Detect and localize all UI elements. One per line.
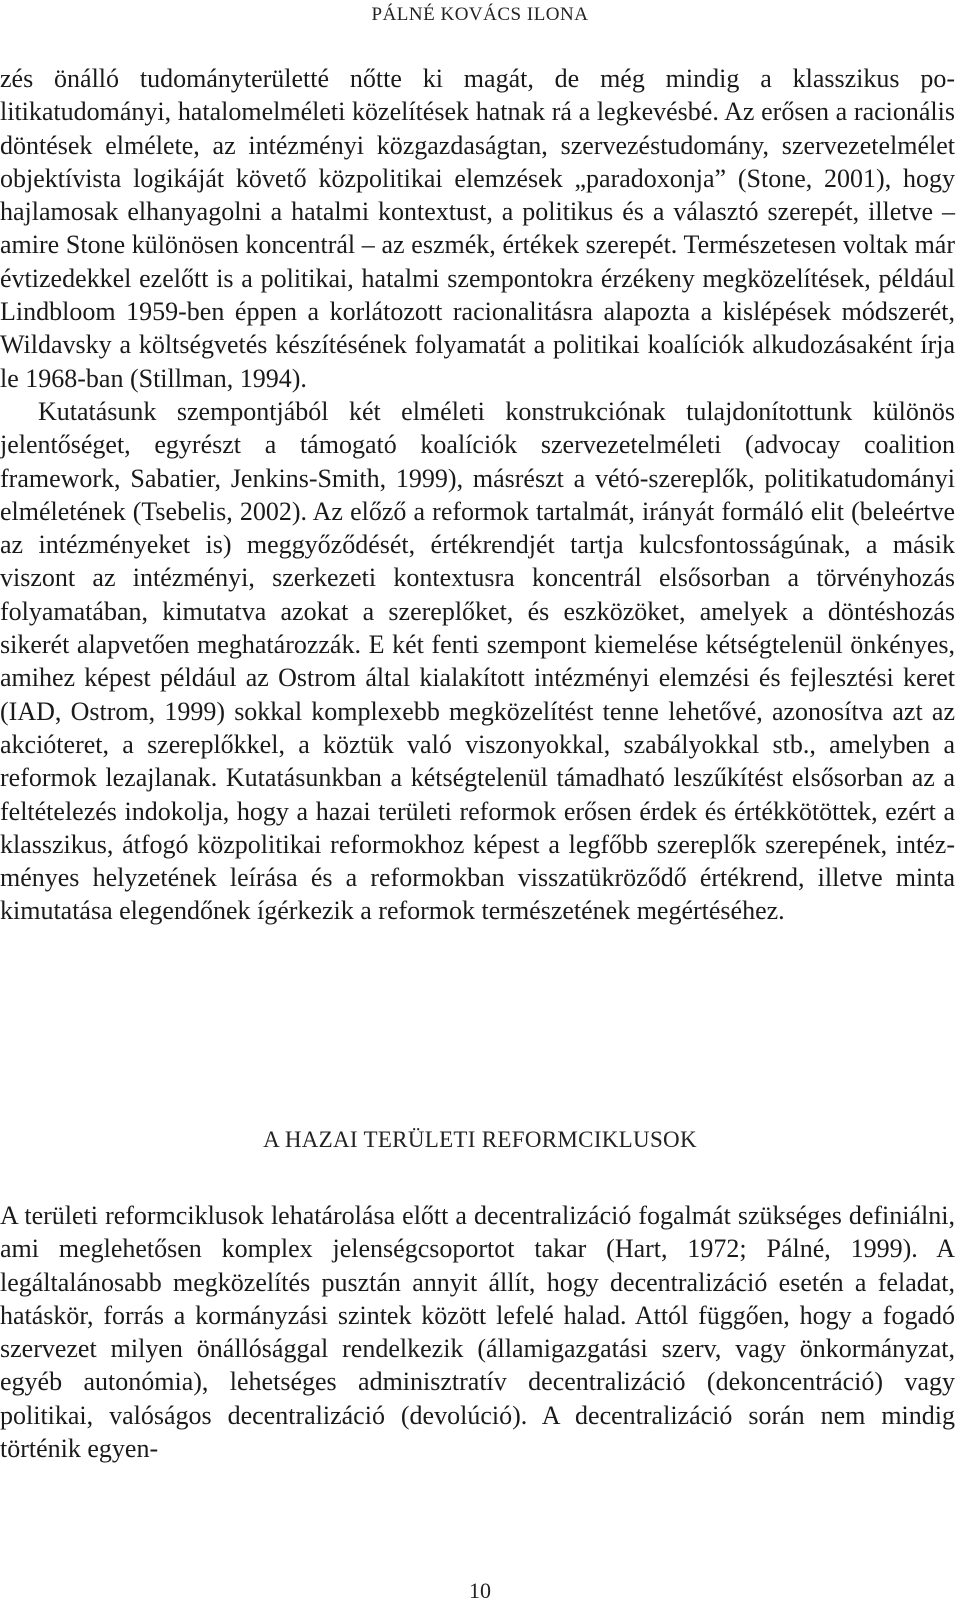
section-text <box>0 1199 955 1465</box>
paragraph-continuation: zés önálló tudományterületté nőtte ki magát, de még mindig a klasszikus politikatudományi, hatalomelméleti közelítések hatnak rá a legkevésbé. Az erősen a racionális döntések elmélete, az intézményi közgazdaságtan, szervezéstudomány, szervezetelmélet objektívista logikáját követő közpolitikai elemzések „paradoxonja” (Stone, 2001), hogy hajlamosak elhanyagolni a hatalmi kontextust, a politikus és a választó szerepét, illetve – amire Stone különösen koncentrál – az eszmék, értékek szerepét. Természetesen voltak már évtizedekkel ezelőtt is a politikai, hatalmi szempontokra érzékeny megközelítések, például Lindbloom 1959-ben éppen a korlátozott racionalitásra alapozta a kislépések módszerét, Wildavsky a költségvetés készítésének folyamatát a politikai koalíciók alkudozásaként írja le 1968-ban (Stillman, 1994). <box>0 64 955 393</box>
paragraph-research-focus: Kutatásunk szempontjából két elméleti konstrukciónak tulajdonítottunk különös jelentőséget, egyrészt a támogató koalíciók szervezetelméleti (advocay coalition framework, Sabatier, Jenkins-Smith, 1999), másrészt a vétó-szereplők, politikatudományi elméletének (Tsebelis, 2002). Az előző a reformok tartalmát, irányát formáló elit (beleértve az intézményeket is) meggyőződését, értékrendjét tartja kulcsfontosságúnak, a másik viszont az intézményi, szerkezeti kontextusra koncentrál elsősorban a törvényhozás folyamatában, kimutatva azokat a szereplőket, és eszközöket, amelyek a döntéshozás sikerét alapvetően meghatározzák. E két fenti szempont kiemelése kétségtelenül önkényes, amihez képest például az Ostrom által kialakított intézményi elemzési és fejlesztési keret (IAD, Ostrom, 1999) sokkal komplexebb megközelítést tenne lehetővé, azonosítva azt az akcióteret, a szereplőkkel, a köztük való viszonyokkal, szabályokkal stb., amelyben a reformok lezajlanak. Kutatásunkban a kétségtelenül támadható leszűkítést elsősorban az a feltételezés indokolja, hogy a hazai területi reformok erősen érdek és értékkötöttek, ezért a klasszikus, átfogó közpolitikai reformokhoz képest a legfőbb szereplők szerepének, intézményes helyzetének leírása és a reformokban visszatükröződő értékrend, illetve minta kimutatása elegendőnek ígérkezik a reformok természetének megértéséhez. <box>0 396 955 926</box>
running-header: PÁLNÉ KOVÁCS ILONA <box>371 4 589 25</box>
paragraph-decentralization: A területi reformciklusok lehatárolása előtt a decentralizáció fogalmát szükséges definiálni, ami meglehetősen komplex jelenségcsoportot takar (Hart, 1972; Pálné, 1999). A legáltalánosabb megközelítés pusztán annyit állít, hogy decentralizáció esetén a feladat, hatáskör, forrás a kormányzási szintek között lefelé halad. Attól függően, hogy a fogadó szervezet milyen önállósággal rendelkezik (államigazgatási szerv, vagy önkormányzat, egyéb autonómia), lehetséges adminisztratív decentralizáció (dekoncentráció) vagy politikai, valóságos decentralizáció (devolúció). A decentralizáció során nem mindig történik egyen- <box>0 1201 955 1464</box>
main-text <box>0 62 955 928</box>
page-number: 10 <box>469 1578 491 1603</box>
section-heading: A HAZAI TERÜLETI REFORMCIKLUSOK <box>263 1127 697 1152</box>
